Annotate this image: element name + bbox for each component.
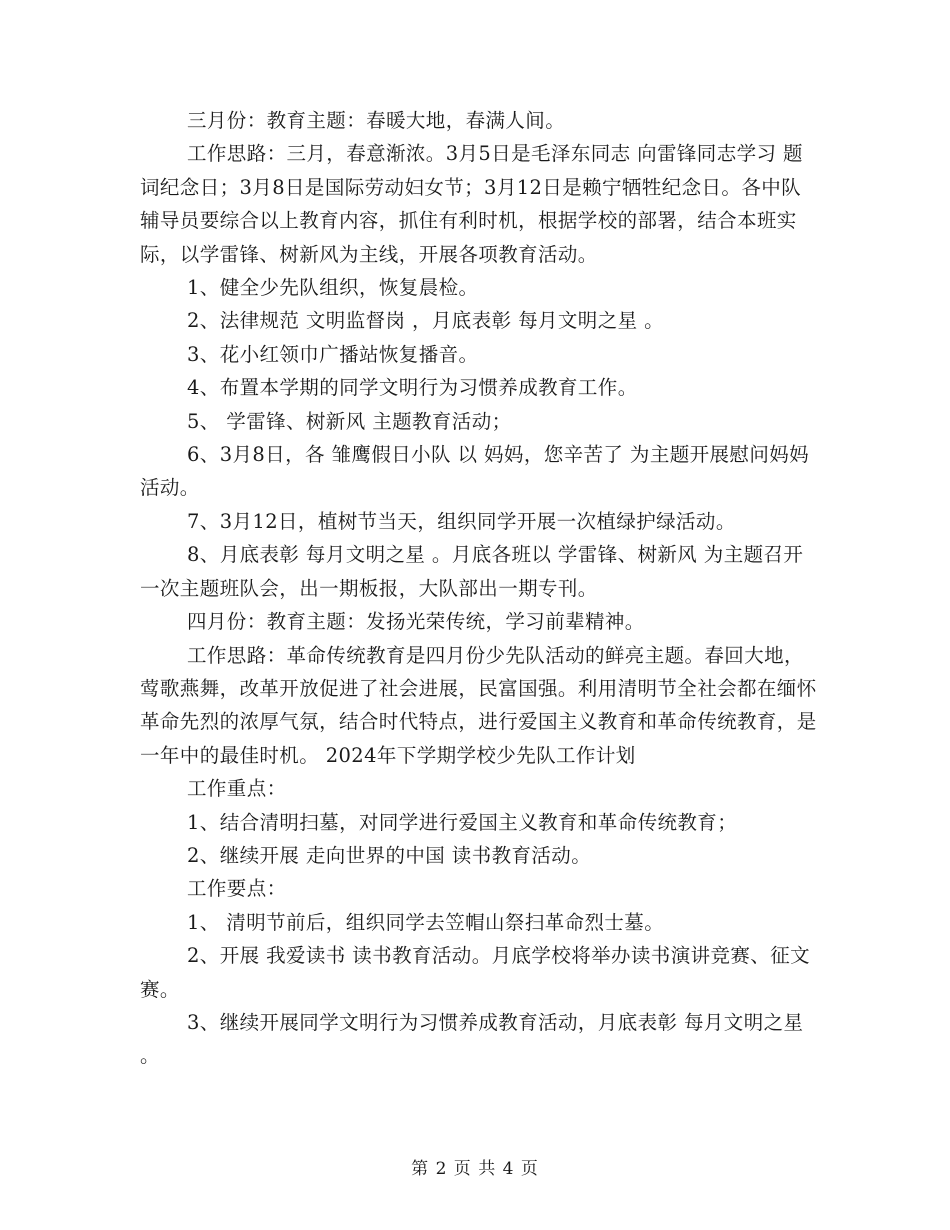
paragraph: 2、继续开展 走向世界的中国 读书教育活动。 [187,843,592,867]
paragraph: 工作思路：革命传统教育是四月份少先队活动的鲜亮主题。春回大地，莺歌燕舞，改革开放促进了社会进展，民富国强。利用清明节全社会都在缅怀革命先烈的浓厚气氛，结合时代特点，进行爱国主义教育和革命传统教育，是一年中的最佳时机。 2024年下学期学校少先队工作计划 [140,643,817,767]
paragraph: 3、花小红领巾广播站恢复播音。 [187,342,479,366]
paragraph: 7、3月12日，植树节当天，组织同学开展一次植绿护绿活动。 [187,509,736,533]
paragraph: 工作要点： [187,877,287,901]
paragraph: 6、3月8日，各 雏鹰假日小队 以 妈妈，您辛苦了 为主题开展慰问妈妈活动。 [140,443,810,500]
paragraph: 2、法律规范 文明监督岗 ，月底表彰 每月文明之星 。 [187,309,665,333]
paragraph: 5、 学雷锋、树新风 主题教育活动； [187,409,512,433]
paragraph: 工作思路：三月，春意渐浓。3月5日是毛泽东同志 向雷锋同志学习 题词纪念日；3月8日是国际劳动妇女节；3月12日是赖宁牺牲纪念日。各中队辅导员要综合以上教育内容，抓住有利时机，根据学校的部署，结合本班实际，以学雷锋、树新风为主线，开展各项教育活动。 [140,142,803,266]
paragraph: 1、 清明节前后，组织同学去笠帽山祭扫革命烈士墓。 [187,910,665,934]
paragraph: 4、布置本学期的同学文明行为习惯养成教育工作。 [187,376,638,400]
paragraph: 1、健全少先队组织，恢复晨检。 [187,276,479,300]
paragraph: 2、开展 我爱读书 读书教育活动。月底学校将举办读书演讲竞赛、征文赛。 [140,944,811,1001]
paragraph: 8、月底表彰 每月文明之星 。月底各班以 学雷锋、树新风 为主题召开一次主题班队会，出一期板报，大队部出一期专刊。 [140,543,804,600]
paragraph: 三月份：教育主题：春暖大地，春满人间。 [187,109,566,132]
paragraph: 3、继续开展同学文明行为习惯养成教育活动，月底表彰 每月文明之星 。 [140,1010,804,1068]
paragraph: 工作重点： [187,777,287,801]
page-number-footer: 第 2 页 共 4 页 [411,1159,539,1179]
paragraph: 1、结合清明扫墓，对同学进行爱国主义教育和革命传统教育； [187,810,738,834]
document-body [140,104,820,1073]
paragraph: 四月份：教育主题：发扬光荣传统，学习前辈精神。 [187,610,645,634]
